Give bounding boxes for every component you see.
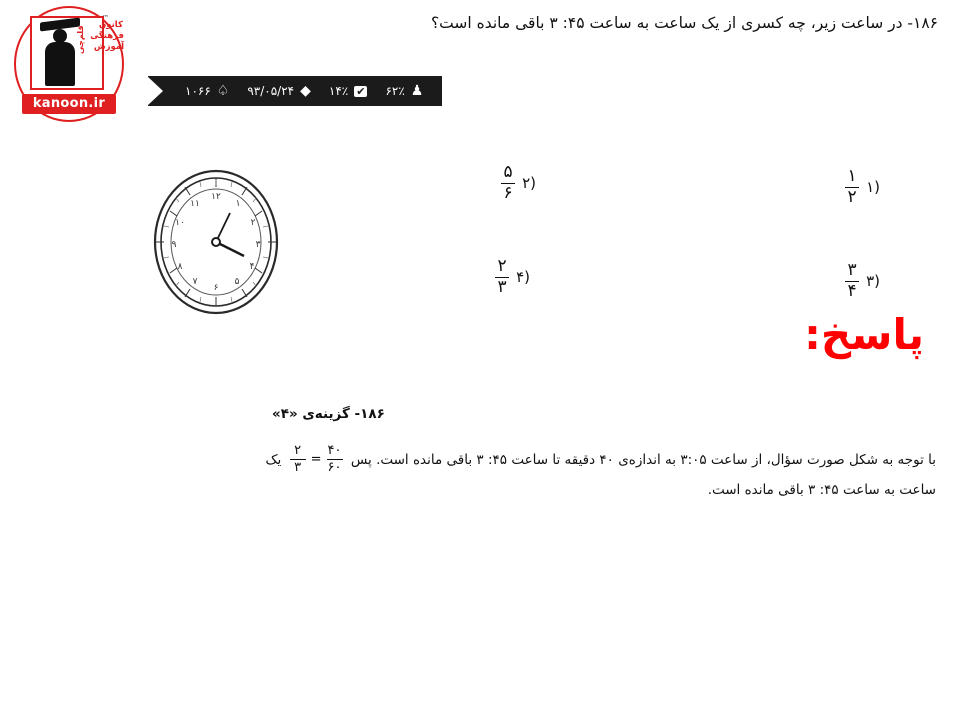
option-4-marker: (۴ xyxy=(516,268,530,287)
checkbox-icon: ✔ xyxy=(356,84,366,98)
option-3-fraction xyxy=(845,262,859,301)
option-4-fraction xyxy=(495,258,509,297)
group-icon: ♤ xyxy=(216,83,230,99)
solution-line2: ساعت به ساعت ۴۵: ۳ باقی مانده است. xyxy=(707,481,936,498)
option-1-fraction xyxy=(845,168,859,207)
option-1-denominator: ۲ xyxy=(845,187,859,207)
equation-left-denominator: ۶۰ xyxy=(327,460,342,476)
question-text: ۱۸۶- در ساعت زیر، چه کسری از یک ساعت به ساعت ۴۵: ۳ باقی مانده است؟ xyxy=(430,14,938,32)
graduate-figure-icon xyxy=(40,20,80,86)
equation-left-numerator: ۴۰ xyxy=(327,443,342,458)
svg-text:۱۲: ۱۲ xyxy=(211,192,221,202)
solution-line1-b: یک xyxy=(265,451,282,468)
option-4-numerator: ۲ xyxy=(497,256,507,276)
stat-correct-value: ۶۲٪ xyxy=(385,84,405,98)
kanoon-logo xyxy=(14,6,126,124)
stat-participants xyxy=(176,84,238,98)
option-2-denominator: ۶ xyxy=(501,183,515,203)
solution-title: ۱۸۶- گزینه‌ی «۴» xyxy=(272,406,385,422)
stats-ribbon-body xyxy=(148,76,442,106)
option-3-denominator: ۴ xyxy=(845,281,859,301)
svg-text:۲: ۲ xyxy=(250,218,256,228)
equation-equals-sign: = xyxy=(310,451,322,467)
person-icon: ♟ xyxy=(410,83,424,99)
option-2[interactable] xyxy=(501,164,536,203)
option-4-denominator: ۳ xyxy=(495,277,509,297)
stat-date xyxy=(238,84,320,98)
logo-words: کانون فرهنگی آموزش xyxy=(90,20,124,52)
svg-text:۵: ۵ xyxy=(234,277,240,287)
stat-date-value: ۹۳/۰۵/۲۴ xyxy=(247,84,295,98)
stat-wrong-value: ۱۴٪ xyxy=(328,84,349,98)
trademark-symbol: ™ xyxy=(102,14,109,22)
analog-clock xyxy=(152,168,280,316)
stat-participants-value: ۱۰۶۶ xyxy=(185,84,211,98)
stat-wrong-percent xyxy=(320,84,377,98)
figure-head-icon xyxy=(53,29,67,43)
svg-text:۹: ۹ xyxy=(171,240,177,250)
option-3-numerator: ۳ xyxy=(847,260,857,280)
svg-text:۱۱: ۱۱ xyxy=(190,199,200,209)
option-4[interactable] xyxy=(495,258,530,297)
svg-text:۱۰: ۱۰ xyxy=(175,218,185,228)
answer-label: پاسخ: xyxy=(804,310,924,359)
option-1-marker: (۱ xyxy=(866,178,880,197)
solution-body xyxy=(264,444,936,476)
equation-left-fraction xyxy=(327,444,343,476)
figure-body-icon xyxy=(45,42,75,86)
option-3[interactable] xyxy=(845,262,880,301)
logo-vertical-word: قلم‌چی xyxy=(76,25,85,54)
solution-equation xyxy=(290,444,343,476)
solution-block xyxy=(264,406,936,498)
equation-right-denominator: ۳ xyxy=(290,459,306,475)
option-1[interactable] xyxy=(845,168,880,207)
option-2-fraction xyxy=(501,164,515,203)
calendar-icon: ◆ xyxy=(300,83,311,99)
svg-text:۱: ۱ xyxy=(235,199,241,209)
option-2-marker: (۲ xyxy=(522,174,536,193)
svg-text:۸: ۸ xyxy=(177,262,183,272)
equation-right-numerator: ۲ xyxy=(294,443,302,458)
equation-right-fraction xyxy=(290,444,306,476)
svg-text:۷: ۷ xyxy=(192,277,198,287)
svg-text:۴: ۴ xyxy=(249,262,255,272)
logo-site-label: kanoon.ir xyxy=(22,94,116,114)
option-1-numerator: ۱ xyxy=(847,166,857,186)
option-2-numerator: ۵ xyxy=(503,162,513,182)
solution-line1-a: با توجه به شکل صورت سؤال، از ساعت ۳:۰۵ به اندازه‌ی ۴۰ دقیقه تا ساعت ۴۵: ۳ باقی مانده است. پس xyxy=(350,451,936,468)
option-3-marker: (۳ xyxy=(866,272,880,291)
svg-text:۳: ۳ xyxy=(255,240,261,250)
svg-text:۶: ۶ xyxy=(213,283,219,293)
stat-correct-percent xyxy=(376,84,432,98)
stats-ribbon xyxy=(148,76,442,106)
